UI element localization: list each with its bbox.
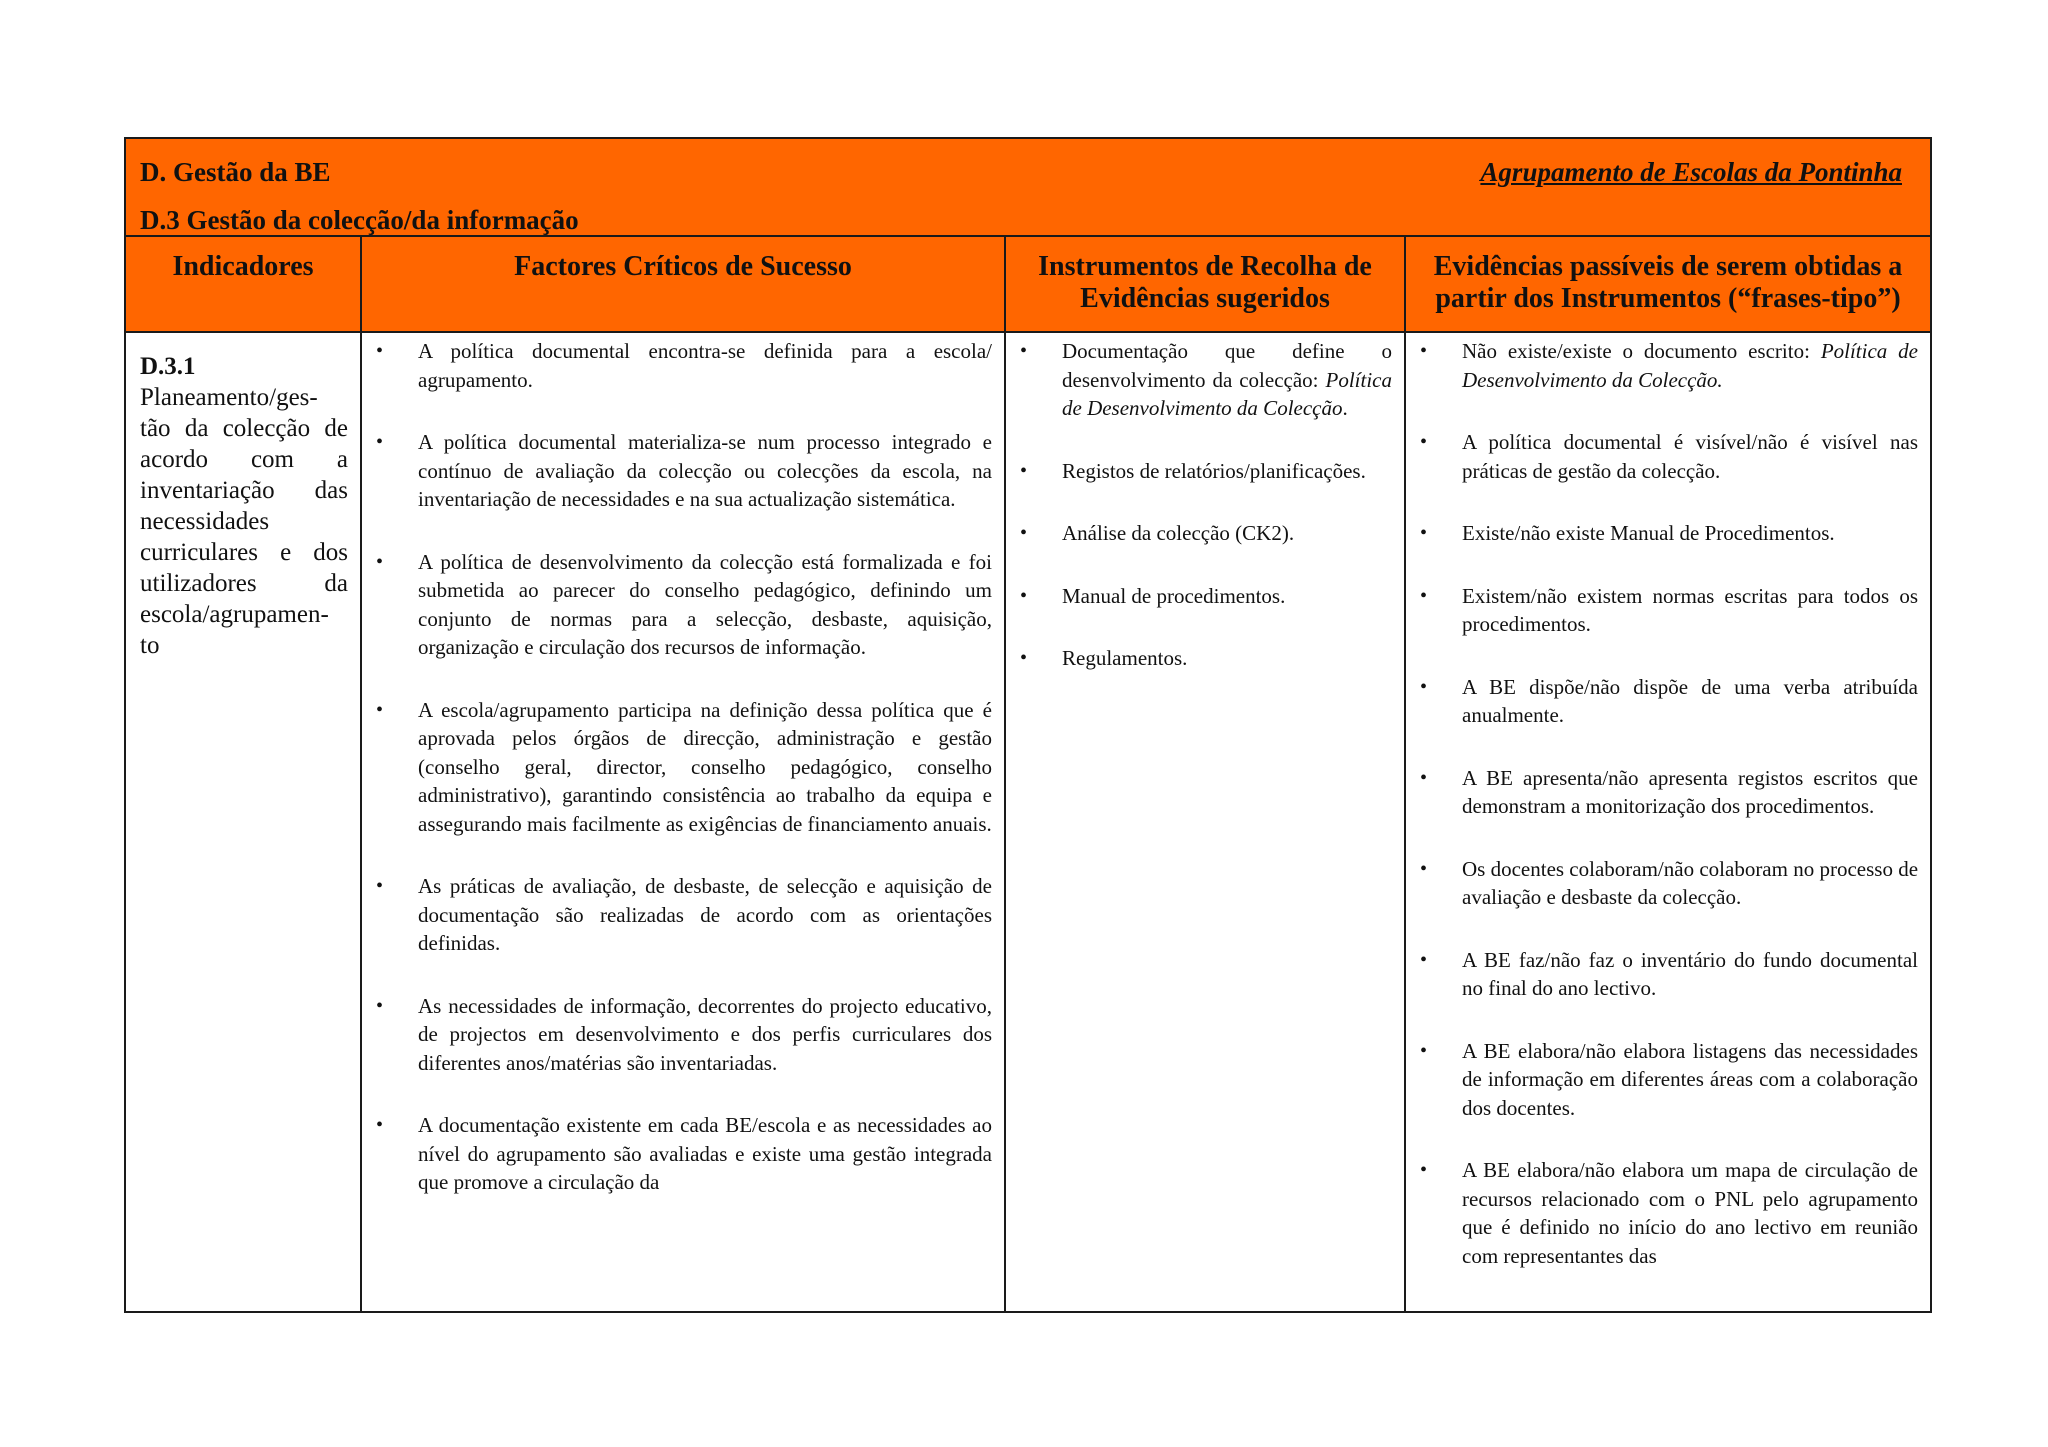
indicator-code: D.3.1 — [140, 353, 196, 380]
bullet-icon: • — [1420, 766, 1428, 789]
column-header-success-factors: Factores Críticos de Sucesso — [361, 236, 1005, 332]
list-item: • Registos de relatórios/planificações. — [1006, 457, 1392, 486]
table-header-banner — [125, 138, 1931, 236]
bullet-icon: • — [1020, 459, 1028, 482]
bullet-icon: • — [1420, 675, 1428, 698]
bullet-icon: • — [1420, 584, 1428, 607]
indicator-text: Planeamento/ges-tão da colecção de acordo com a inventariação das necessidades curriculares e dos utilizadores da escola/agrupamen-to — [140, 384, 348, 659]
list-item: • A política documental encontra-se definida para a escola/ agrupamento. — [376, 339, 992, 392]
list-item: • A BE apresenta/não apresenta registos escritos que demonstram a monitorização dos procedimentos. — [1420, 765, 1918, 818]
list-item: • A escola/agrupamento participa na definição dessa política que é aprovada pelos órgãos de direcção, administração e gestão (conselho geral, director, conselho pedagógico, conselho administrativo), garantindo consistência ao trabalho da equipa e assegurando mais facilmente as exigências de financiamento anuais. — [376, 697, 992, 836]
bullet-icon: • — [376, 550, 384, 573]
bullet-icon: • — [1020, 340, 1028, 362]
organization-name: Agrupamento de Escolas da Pontinha — [1480, 157, 1902, 187]
list-item: • Existe/não existe Manual de Procedimentos. — [1406, 519, 1918, 548]
bullet-icon: • — [1420, 857, 1428, 880]
bullet-icon: • — [1420, 522, 1428, 544]
success-factors-list — [362, 333, 1004, 1197]
bullet-icon: • — [376, 994, 384, 1017]
column-header-evidences: Evidências passíveis de serem obtidas a partir dos Instrumentos (“frases-tipo”) — [1405, 236, 1931, 332]
list-item: • Documentação que define o desenvolvimento da colecção: Política de Desenvolvimento da Colecção. — [1020, 339, 1392, 420]
bullet-icon: • — [376, 1114, 384, 1136]
column-header-indicators: Indicadores — [125, 236, 361, 332]
list-item: • Regulamentos. — [1006, 644, 1392, 673]
list-item: • A BE elabora/não elabora um mapa de circulação de recursos relacionado com o PNL pelo agrupamento que é definido no início do ano lectivo em reunião com representantes das — [1420, 1158, 1918, 1268]
bullet-icon: • — [1020, 584, 1028, 607]
list-item: • A política documental é visível/não é visível nas práticas de gestão da colecção. — [1420, 430, 1918, 483]
list-item: • A BE elabora/não elabora listagens das necessidades de informação em diferentes áreas com a colaboração dos docentes. — [1420, 1038, 1918, 1120]
bullet-icon: • — [376, 875, 384, 897]
success-factors-cell — [361, 332, 1005, 1312]
list-item: • A BE dispõe/não dispõe de uma verba atribuída anualmente. — [1420, 674, 1918, 727]
list-item: • As práticas de avaliação, de desbaste, de selecção e aquisição de documentação são realizadas de acordo com as orientações definidas. — [376, 874, 992, 955]
list-item: • Os docentes colaboram/não colaboram no processo de avaliação e desbaste da colecção. — [1420, 856, 1919, 909]
bullet-icon: • — [1420, 1159, 1428, 1181]
self-evaluation-table — [124, 137, 1932, 1313]
list-item: • Não existe/existe o documento escrito: Política de Desenvolvimento da Colecção. — [1420, 339, 1918, 392]
bullet-icon: • — [376, 431, 384, 453]
list-item: • Análise da colecção (CK2). — [1006, 519, 1392, 548]
indicator-cell — [125, 332, 361, 1312]
list-item: • As necessidades de informação, decorrentes do projecto educativo, de projectos em desenvolvimento e dos perfis curriculares dos diferentes anos/matérias são inventariadas. — [376, 993, 992, 1075]
section-title: D. Gestão da BE — [140, 157, 331, 187]
bullet-icon: • — [376, 698, 384, 721]
list-item: • Manual de procedimentos. — [1006, 582, 1392, 611]
evidences-list — [1406, 333, 1930, 1270]
evidences-cell — [1405, 332, 1931, 1312]
list-item: • A política de desenvolvimento da colecção está formalizada e foi submetida ao parecer do conselho pedagógico, definindo um conjunto de normas para a selecção, desbaste, aquisição, organização e circulação dos recursos de informação. — [376, 549, 992, 659]
list-item: • A BE faz/não faz o inventário do fundo documental no final do ano lectivo. — [1420, 947, 1918, 1000]
list-item: • A política documental materializa-se num processo integrado e contínuo de avaliação da colecção ou colecções da escola, na inventariação de necessidades e na sua actualização sistemática. — [376, 430, 992, 511]
column-header-instruments: Instrumentos de Recolha de Evidências sugeridos — [1005, 236, 1405, 332]
section-subtitle: D.3 Gestão da colecção/da informação — [140, 205, 579, 235]
bullet-icon: • — [376, 340, 384, 362]
list-item: • Existem/não existem normas escritas para todos os procedimentos. — [1420, 583, 1918, 636]
bullet-icon: • — [1420, 948, 1428, 971]
instruments-cell — [1005, 332, 1405, 1312]
bullet-icon: • — [1420, 1039, 1428, 1062]
bullet-icon: • — [1420, 340, 1428, 362]
list-item: • A documentação existente em cada BE/escola e as necessidades ao nível do agrupamento são avaliadas e existe uma gestão integrada que promove a circulação da — [376, 1113, 992, 1194]
bullet-icon: • — [1020, 522, 1028, 544]
bullet-icon: • — [1420, 431, 1428, 453]
bullet-icon: • — [1020, 647, 1028, 669]
instruments-list — [1006, 333, 1404, 673]
